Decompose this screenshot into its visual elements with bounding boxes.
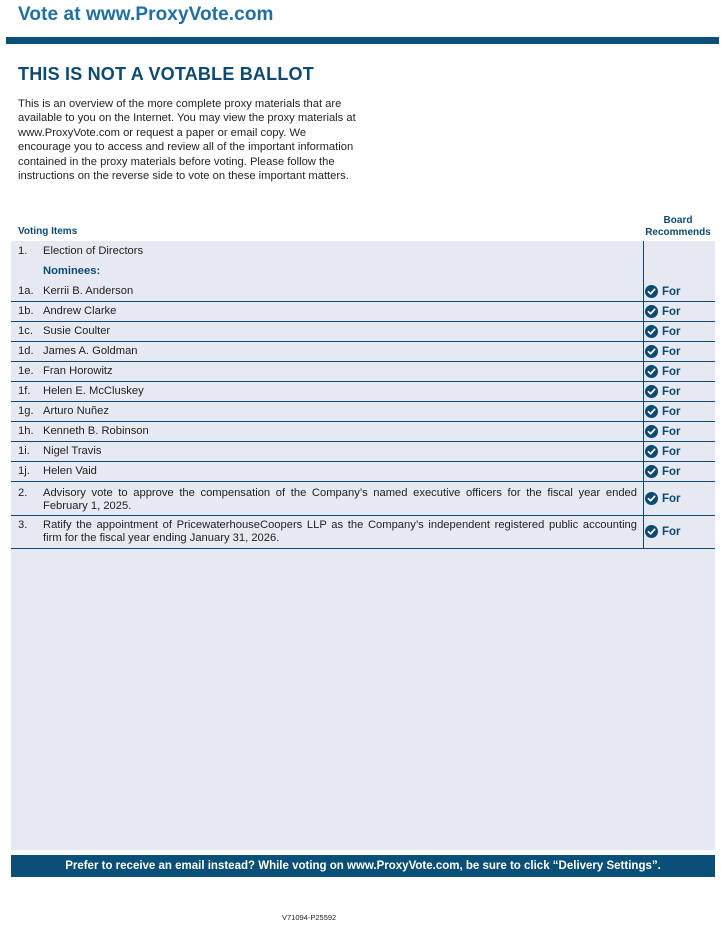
recommendation	[645, 465, 681, 478]
nominee-row	[11, 362, 715, 382]
check-circle-icon	[645, 365, 658, 378]
nominees-label: Nominees:	[43, 265, 101, 277]
nominee-row	[11, 442, 715, 462]
recommendation-label: For	[662, 445, 681, 458]
recommendation-label: For	[662, 305, 681, 318]
recommendation-label: For	[662, 492, 681, 505]
header-title: Vote at www.ProxyVote.com	[18, 4, 274, 25]
nominee-row	[11, 342, 715, 362]
item-number: 2.	[18, 487, 28, 499]
proposal-text: Ratify the appointment of PricewaterhouseCoopers LLP as the Company’s independent registered public accounting firm for the fiscal year ending January 31, 2026.	[43, 519, 637, 544]
nominee-number: 1e.	[18, 365, 34, 377]
nominee-number: 1h.	[18, 425, 34, 437]
recommendation	[645, 445, 681, 458]
board-header-line1: Board	[663, 215, 693, 226]
item-number: 1.	[18, 245, 28, 257]
nominee-row	[11, 462, 715, 482]
recommendation	[645, 285, 681, 298]
recommendation-label: For	[662, 345, 681, 358]
nominee-number: 1j.	[18, 465, 30, 477]
check-circle-icon	[645, 525, 658, 538]
check-circle-icon	[645, 492, 658, 505]
nominee-name: Arturo Nuñez	[43, 405, 109, 417]
delivery-settings-banner: Prefer to receive an email instead? While voting on www.ProxyVote.com, be sure to click “Delivery Settings”.	[11, 855, 715, 877]
recommendation	[645, 305, 681, 318]
check-circle-icon	[645, 285, 658, 298]
check-circle-icon	[645, 445, 658, 458]
recommendation-label: For	[662, 525, 681, 538]
nominee-number: 1d.	[18, 345, 34, 357]
nominee-name: Nigel Travis	[43, 445, 102, 457]
header-rule	[6, 37, 719, 44]
check-circle-icon	[645, 405, 658, 418]
recommendation-label: For	[662, 405, 681, 418]
nominee-row	[11, 302, 715, 322]
recommendation-label: For	[662, 425, 681, 438]
recommendation	[645, 525, 681, 538]
check-circle-icon	[645, 385, 658, 398]
check-circle-icon	[645, 425, 658, 438]
nominee-name: Kerrii B. Anderson	[43, 285, 134, 297]
nominee-name: Andrew Clarke	[43, 305, 117, 317]
item-label: Election of Directors	[43, 245, 144, 257]
recommendation	[645, 325, 681, 338]
voting-items-header: Voting Items	[18, 226, 78, 237]
nominee-number: 1b.	[18, 305, 34, 317]
intro-paragraph: This is an overview of the more complete proxy materials that are available to you on the Internet. You may view the proxy materials at www.ProxyVote.com or request a paper or email copy. We encourage you to access and review all of the important information contained in the proxy materials before voting. Please follow the instructions on the reverse side to vote on these important matters.	[18, 98, 356, 183]
check-circle-icon	[645, 305, 658, 318]
check-circle-icon	[645, 465, 658, 478]
nominee-row	[11, 382, 715, 402]
nominee-row	[11, 402, 715, 422]
recommendation	[645, 365, 681, 378]
nominee-name: Helen E. McCluskey	[43, 385, 144, 397]
board-recommends-header	[640, 215, 716, 238]
recommendation-label: For	[662, 285, 681, 298]
nominee-name: Kenneth B. Robinson	[43, 425, 149, 437]
recommendation	[645, 345, 681, 358]
board-header-line2: Recommends	[645, 226, 711, 238]
proposal-3-row	[11, 516, 715, 549]
item-1-row	[11, 245, 715, 265]
check-circle-icon	[645, 325, 658, 338]
recommendation-label: For	[662, 325, 681, 338]
recommendation	[645, 425, 681, 438]
nominee-name: Fran Horowitz	[43, 365, 113, 377]
nominee-row	[11, 322, 715, 342]
nominee-name: Susie Coulter	[43, 325, 111, 337]
recommendation	[645, 405, 681, 418]
document-control-code: V71094-P25592	[282, 913, 337, 922]
item-number: 3.	[18, 519, 28, 531]
recommendation-label: For	[662, 465, 681, 478]
recommendation-label: For	[662, 385, 681, 398]
check-circle-icon	[645, 345, 658, 358]
recommendation-column-divider	[643, 241, 644, 549]
nominee-number: 1f.	[18, 385, 31, 397]
ballot-heading: THIS IS NOT A VOTABLE BALLOT	[18, 64, 314, 84]
recommendation-label: For	[662, 365, 681, 378]
nominee-number: 1c.	[18, 325, 33, 337]
recommendation	[645, 492, 681, 505]
nominee-name: James A. Goldman	[43, 345, 138, 357]
nominee-number: 1g.	[18, 405, 34, 417]
nominee-row	[11, 422, 715, 442]
nominee-name: Helen Vaid	[43, 465, 97, 477]
nominee-row	[11, 282, 715, 302]
recommendation	[645, 385, 681, 398]
nominee-number: 1i.	[18, 445, 30, 457]
proposal-text: Advisory vote to approve the compensation of the Company’s named executive officers for the fiscal year ended February 1, 2025.	[43, 487, 637, 512]
nominee-number: 1a.	[18, 285, 34, 297]
proposal-2-row	[11, 482, 715, 516]
